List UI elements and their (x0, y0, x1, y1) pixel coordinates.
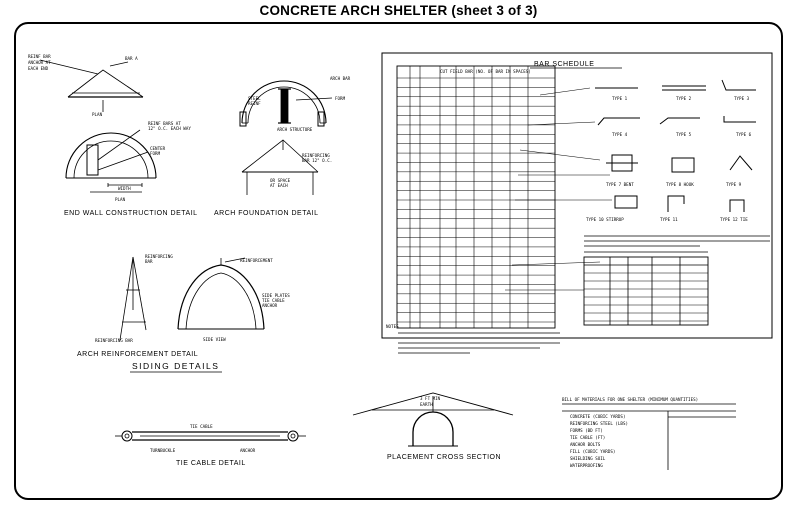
small-table-grid (584, 273, 708, 321)
end-wall-plan-detail (28, 54, 198, 217)
bill-of-materials (562, 397, 736, 470)
svg-text:ANCHOR: ANCHOR (240, 448, 256, 453)
svg-text:CENTER: CENTER (150, 146, 166, 151)
reinforcement-caption: ARCH REINFORCEMENT DETAIL (77, 351, 199, 358)
svg-text:EACH END: EACH END (28, 66, 49, 71)
svg-text:TYPE 5: TYPE 5 (676, 132, 692, 137)
svg-text:REINFORCEMENT: REINFORCEMENT (240, 258, 273, 263)
grid-line (540, 88, 590, 95)
svg-text:12" O.C. EACH WAY: 12" O.C. EACH WAY (148, 126, 191, 131)
svg-text:TIE CABLE: TIE CABLE (190, 424, 213, 429)
bom-item: CONCRETE (CUBIC YARDS) (570, 414, 626, 419)
svg-text:SIDE PLATES: SIDE PLATES (262, 293, 290, 298)
svg-text:3 FT MIN: 3 FT MIN (420, 396, 441, 401)
siding-details-caption: SIDING DETAILS (132, 361, 220, 371)
bom-item: FILL (CUBIC YARDS) (570, 449, 616, 454)
bom-item: FORMS (BD FT) (570, 428, 603, 433)
side-view-label: SIDE VIEW (203, 337, 226, 342)
svg-text:EARTH: EARTH (420, 402, 433, 407)
svg-text:BAR A: BAR A (125, 56, 138, 61)
schedule-header: CUT FIELD BAR (NO. OF BAR IN SPACES) (440, 69, 531, 74)
tie-cable-caption: TIE CABLE DETAIL (176, 460, 246, 467)
svg-text:FORM: FORM (335, 96, 346, 101)
svg-text:TIE CABLE: TIE CABLE (262, 298, 285, 303)
svg-text:BAR: BAR (145, 259, 153, 264)
svg-text:TYPE 12 TIE: TYPE 12 TIE (720, 217, 748, 222)
svg-text:REINFORCING: REINFORCING (145, 254, 173, 259)
bom-item: WATERPROOFING (570, 463, 603, 468)
svg-text:PLAN: PLAN (92, 112, 103, 117)
svg-text:TYPE 9: TYPE 9 (726, 182, 742, 187)
svg-text:REINF BAR: REINF BAR (28, 54, 51, 59)
svg-text:FORM: FORM (150, 151, 161, 156)
placement-cross-section (353, 393, 513, 461)
svg-text:TYPE 2: TYPE 2 (676, 96, 692, 101)
svg-text:REINF BARS AT: REINF BARS AT (148, 121, 181, 126)
schedule-table (397, 66, 555, 328)
grid-line (528, 122, 595, 125)
bom-title: BILL OF MATERIALS FOR ONE SHELTER (MINIMUM QUANTITIES) (562, 397, 699, 402)
grid-line (520, 150, 600, 160)
svg-text:ANCHOR AT: ANCHOR AT (28, 60, 51, 65)
tie-cable-detail (115, 424, 306, 467)
bom-item: ANCHOR BOLTS (570, 442, 601, 447)
bar-schedule-sheet (382, 53, 772, 353)
svg-text:TYPE 1: TYPE 1 (612, 96, 628, 101)
svg-text:TYPE 7 BENT: TYPE 7 BENT (606, 182, 634, 187)
svg-text:OR SPACE: OR SPACE (270, 178, 291, 183)
schedule-border (382, 53, 772, 338)
svg-text:WIDTH: WIDTH (118, 186, 131, 191)
placement-caption: PLACEMENT CROSS SECTION (387, 454, 502, 461)
end-wall-caption: END WALL CONSTRUCTION DETAIL (64, 210, 198, 217)
svg-text:BAR 12" O.C.: BAR 12" O.C. (302, 158, 333, 163)
svg-text:TURNBUCKLE: TURNBUCKLE (150, 448, 176, 453)
svg-text:TYPE 4: TYPE 4 (612, 132, 628, 137)
bom-item: REINFORCING STEEL (LBS) (570, 421, 628, 426)
svg-text:ANCHOR: ANCHOR (262, 303, 278, 308)
notes-label: NOTES (386, 324, 399, 329)
bom-item: SHIELDING SOIL (570, 456, 606, 461)
svg-text:ARCH BAR: ARCH BAR (330, 76, 351, 81)
arch-detail (214, 76, 351, 217)
svg-text:TYPE 10 STIRRUP: TYPE 10 STIRRUP (586, 217, 624, 222)
svg-text:REINFORCING BAR: REINFORCING BAR (95, 338, 133, 343)
svg-text:STEEL: STEEL (248, 96, 261, 101)
grid-line (512, 262, 600, 265)
svg-text:REINF: REINF (248, 101, 261, 106)
svg-text:TYPE 6: TYPE 6 (736, 132, 752, 137)
arch-label: ARCH STRUCTURE (277, 127, 313, 132)
arch-foundation-caption: ARCH FOUNDATION DETAIL (214, 210, 319, 217)
svg-text:TYPE 3: TYPE 3 (734, 96, 750, 101)
reinforcement-and-side-view (77, 254, 290, 372)
svg-text:REINFORCING: REINFORCING (302, 153, 330, 158)
schedule-grid (397, 66, 612, 328)
sheet-title: CONCRETE ARCH SHELTER (sheet 3 of 3) (259, 3, 538, 18)
svg-text:TYPE 11: TYPE 11 (660, 217, 678, 222)
plan-label: PLAN (115, 197, 126, 202)
schedule-title: BAR SCHEDULE (534, 61, 595, 68)
svg-text:TYPE 8 HOOK: TYPE 8 HOOK (666, 182, 694, 187)
bom-item: TIE CABLE (FT) (570, 435, 606, 440)
svg-text:AT EACH: AT EACH (270, 183, 288, 188)
